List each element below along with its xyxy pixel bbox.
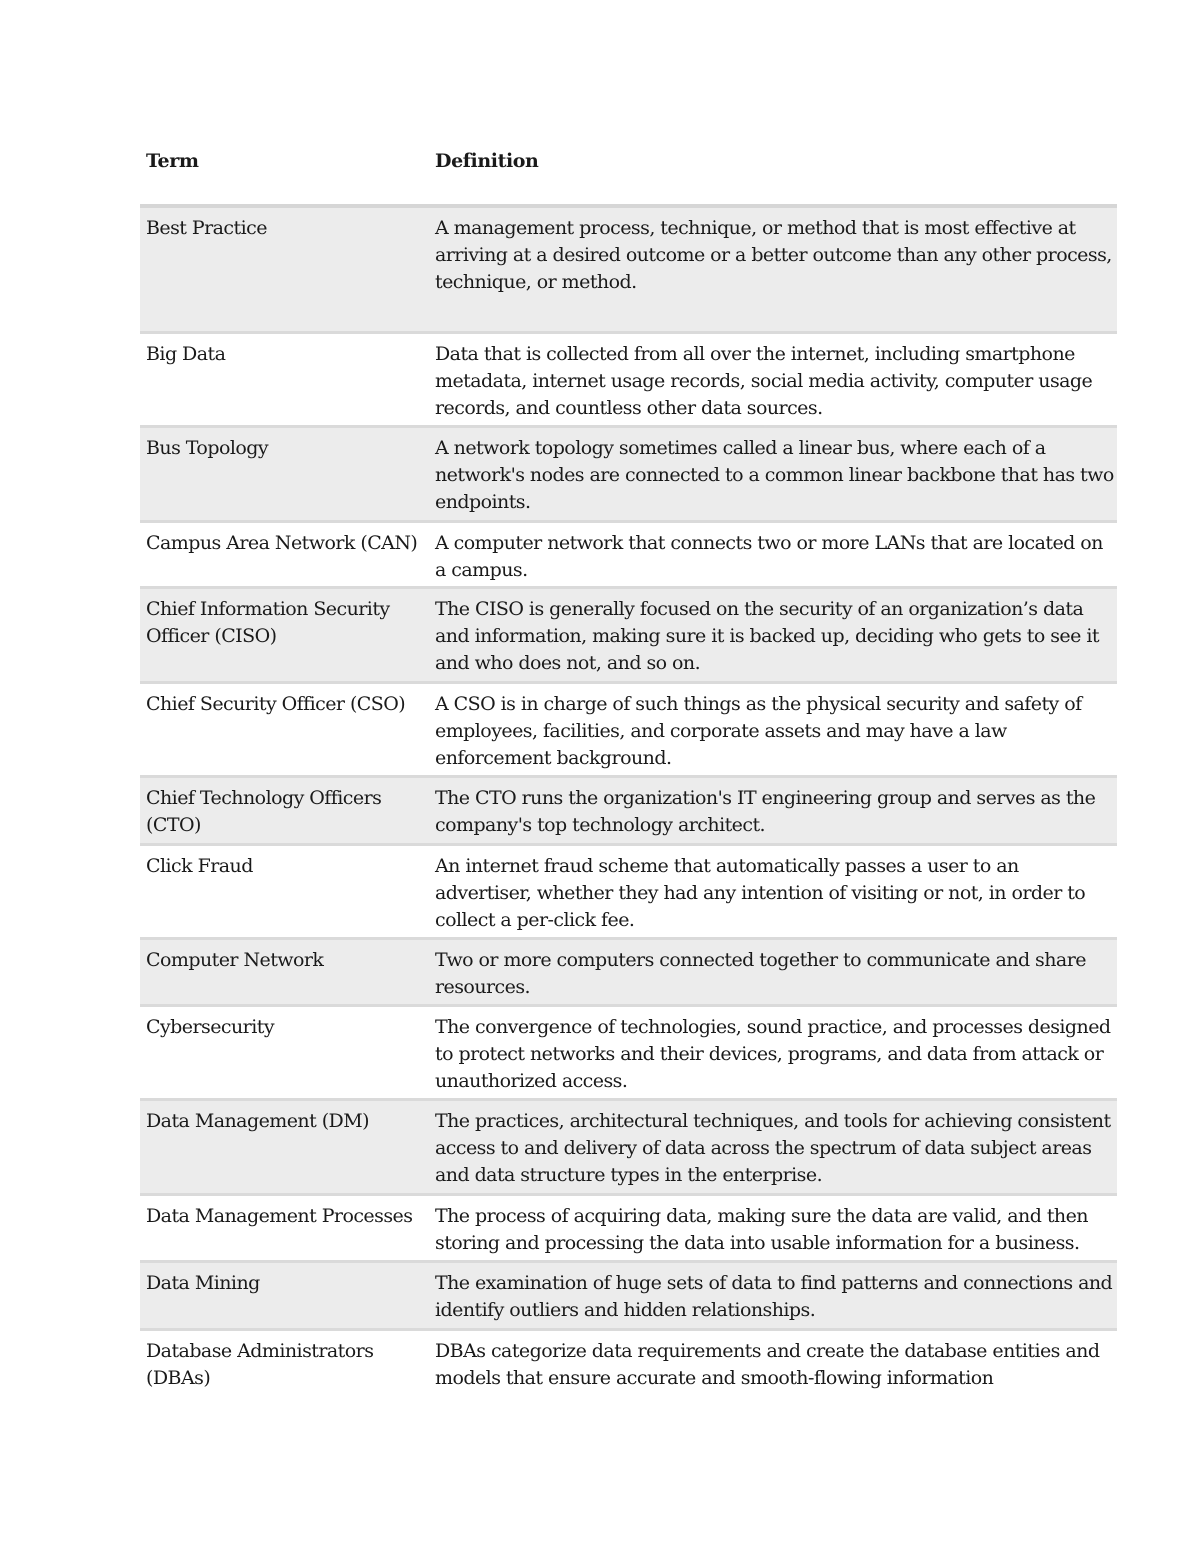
table-row (140, 1196, 1117, 1263)
term-cell: Chief Technology Officers (CTO) (146, 787, 382, 836)
definition-cell: The process of acquiring data, making sure the data are valid, and then storing and processing the data into usable information for a business. (435, 1205, 1088, 1254)
term-cell: Database Administrators (DBAs) (146, 1340, 374, 1389)
table-row (140, 334, 1117, 428)
definition-column-header: Definition (435, 150, 539, 172)
definition-cell: A management process, technique, or method that is most effective at arriving at a desired outcome or a better outcome than any other process, technique, or method. (435, 217, 1112, 293)
term-cell: Data Management (DM) (146, 1110, 370, 1132)
term-cell: Chief Information Security Officer (CISO) (146, 598, 390, 647)
term-cell: Computer Network (146, 949, 324, 971)
term-cell: Data Management Processes (146, 1205, 413, 1227)
definition-cell: A computer network that connects two or more LANs that are located on a campus. (435, 532, 1103, 581)
term-cell: Chief Security Officer (CSO) (146, 693, 406, 715)
glossary-table (140, 140, 1117, 1397)
term-cell: Best Practice (146, 217, 267, 239)
term-cell: Click Fraud (146, 855, 253, 877)
table-row (140, 1263, 1117, 1331)
table-row (140, 208, 1117, 334)
definition-cell: A CSO is in charge of such things as the physical security and safety of employees, facilities, and corporate assets and may have a law enforcement background. (435, 693, 1082, 769)
definition-cell: Data that is collected from all over the internet, including smartphone metadata, internet usage records, social media activity, computer usage records, and countless other data sources. (435, 343, 1093, 419)
term-cell: Cybersecurity (146, 1016, 275, 1038)
definition-cell: The examination of huge sets of data to find patterns and connections and identify outliers and hidden relationships. (435, 1272, 1113, 1321)
term-cell: Campus Area Network (CAN) (146, 532, 418, 554)
table-row (140, 846, 1117, 940)
definition-cell: The practices, architectural techniques, and tools for achieving consistent access to and delivery of data across the spectrum of data subject areas and data structure types in the enterprise. (435, 1110, 1111, 1186)
table-row (140, 523, 1117, 589)
definition-cell: An internet fraud scheme that automatically passes a user to an advertiser, whether they had any intention of visiting or not, in order to collect a per-click fee. (435, 855, 1086, 931)
table-row (140, 589, 1117, 684)
table-row (140, 684, 1117, 778)
table-header (140, 140, 1117, 208)
definition-cell: A network topology sometimes called a linear bus, where each of a network's nodes are connected to a common linear backbone that has two endpoints. (435, 437, 1114, 513)
table-row (140, 1007, 1117, 1101)
table-row (140, 428, 1117, 523)
definition-cell: The CTO runs the organization's IT engineering group and serves as the company's top technology architect. (435, 787, 1096, 836)
definition-cell: Two or more computers connected together to communicate and share resources. (435, 949, 1086, 998)
term-cell: Big Data (146, 343, 226, 365)
table-row (140, 778, 1117, 846)
definition-cell: The convergence of technologies, sound practice, and processes designed to protect networks and their devices, programs, and data from attack or unauthorized access. (435, 1016, 1111, 1092)
table-row (140, 1331, 1117, 1397)
term-column-header: Term (146, 150, 199, 172)
table-row (140, 940, 1117, 1007)
definition-cell: The CISO is generally focused on the security of an organization’s data and information, making sure it is backed up, deciding who gets to see it and who does not, and so on. (435, 598, 1099, 674)
table-row (140, 1101, 1117, 1196)
term-cell: Data Mining (146, 1272, 260, 1294)
term-cell: Bus Topology (146, 437, 269, 459)
definition-cell: DBAs categorize data requirements and create the database entities and models that ensure accurate and smooth-flowing information (435, 1340, 1100, 1389)
